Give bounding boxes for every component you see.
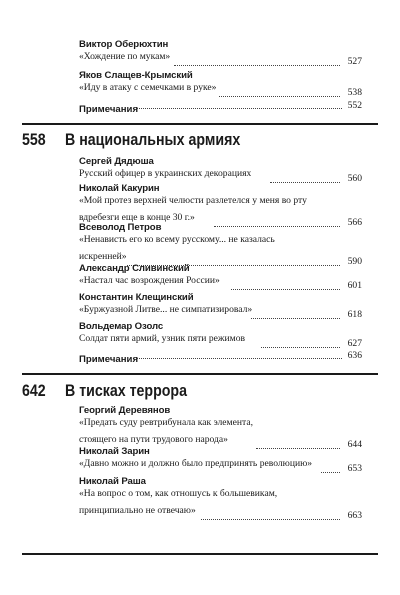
entry-title-line <box>79 304 362 321</box>
entry-title: «Настал час возрождения России» <box>79 275 220 286</box>
entry-author: Константин Клещинский <box>79 292 194 303</box>
entry-title-line <box>79 82 362 99</box>
dot-leader <box>174 65 340 66</box>
entry-title: «Иду в атаку с семечками в руке» <box>79 82 217 93</box>
section-heading-terror <box>22 381 378 401</box>
notes-label: Примечания <box>79 354 139 365</box>
dot-leader <box>201 519 340 520</box>
entry-author: Вольдемар Озолс <box>79 321 164 332</box>
notes-page-number: 552 <box>347 100 362 111</box>
toc-entry-oberyukhtin <box>79 39 362 68</box>
entry-title: «Предать суду ревтрибунала как элемента, <box>79 417 253 428</box>
dot-leader <box>261 347 340 348</box>
entry-page-number: 644 <box>347 438 362 450</box>
toc-entry-slashchev <box>79 70 362 99</box>
section-title: В национальных армиях <box>65 131 241 149</box>
dot-leader <box>137 358 342 359</box>
entry-title-line <box>79 51 362 68</box>
entry-title: стоящего на пути трудового народа» <box>79 434 228 445</box>
entry-author: Александр Сливинский <box>79 263 190 274</box>
entry-page-number: 653 <box>347 462 362 474</box>
dot-leader <box>251 318 340 319</box>
toc-entry-derevyanov <box>79 405 362 451</box>
entry-title: «Давно можно и должно было предпринять революцию» <box>79 458 313 469</box>
notes-page-number: 636 <box>347 350 362 361</box>
entry-title: «Буржуазной Литве... не симпатизировал» <box>79 304 253 315</box>
entry-title-line <box>79 505 362 522</box>
entry-page-number: 527 <box>347 55 362 67</box>
toc-entry-kleshchinsky <box>79 292 362 321</box>
section-heading-armies <box>22 130 378 150</box>
entry-title: «Ненависть его ко всему русскому... не казалась <box>79 234 275 245</box>
toc-entry-zarin <box>79 446 362 475</box>
entry-title: «Хождение по мукам» <box>79 51 171 62</box>
entry-title: принципиально не отвечаю» <box>79 505 196 516</box>
notes-label: Примечания <box>79 104 139 115</box>
entry-page-number: 663 <box>347 509 362 521</box>
entry-page-number: 601 <box>347 279 362 291</box>
entry-author: Яков Слащев-Крымский <box>79 70 193 81</box>
dot-leader <box>219 96 340 97</box>
entry-title: «Мой протез верхней челюсти разлетелся у меня во рту <box>79 195 307 206</box>
bottom-divider <box>22 553 378 555</box>
entry-title: искренней» <box>79 251 127 262</box>
entry-author: Виктор Оберюхтин <box>79 39 169 50</box>
entry-title: Русский офицер в украинских декорациях <box>79 168 252 179</box>
entry-author: Николай Раша <box>79 476 146 487</box>
toc-entry-dyadyusha <box>79 156 362 185</box>
dot-leader <box>137 108 342 109</box>
section-page-number: 558 <box>22 131 46 149</box>
toc-entry-petrov <box>79 222 362 268</box>
toc-notes-entry <box>79 99 362 115</box>
entry-author: Сергей Дядюша <box>79 156 154 167</box>
dot-leader <box>321 472 340 473</box>
entry-title: вдребезги еще в конце 30 г.» <box>79 212 195 223</box>
entry-title-line <box>79 417 362 434</box>
entry-title-line <box>79 275 362 292</box>
entry-author: Георгий Деревянов <box>79 405 171 416</box>
section-page-number: 642 <box>22 382 46 400</box>
entry-author: Всеволод Петров <box>79 222 162 233</box>
entry-page-number: 618 <box>347 308 362 320</box>
entry-page-number: 560 <box>347 172 362 184</box>
entry-title-line <box>79 488 362 505</box>
entry-title-line <box>79 234 362 251</box>
entry-page-number: 627 <box>347 337 362 349</box>
toc-entry-ozols <box>79 321 362 350</box>
entry-title-line <box>79 195 362 212</box>
entry-title-line <box>79 458 362 475</box>
entry-title-line <box>79 333 362 350</box>
section-title: В тисках террора <box>65 382 187 400</box>
entry-title: Солдат пяти армий, узник пяти режимов <box>79 333 246 344</box>
toc-entry-rasha <box>79 476 362 522</box>
entry-page-number: 566 <box>347 216 362 228</box>
entry-page-number: 538 <box>347 86 362 98</box>
toc-entry-slivinsky <box>79 263 362 292</box>
entry-title: «На вопрос о том, как отношусь к большевикам, <box>79 488 278 499</box>
entry-author: Николай Какурин <box>79 183 160 194</box>
toc-notes-entry <box>79 349 362 365</box>
entry-author: Николай Зарин <box>79 446 150 457</box>
dot-leader <box>231 289 340 290</box>
section-divider <box>22 123 378 125</box>
entry-page-number: 590 <box>347 255 362 267</box>
section-divider <box>22 373 378 375</box>
